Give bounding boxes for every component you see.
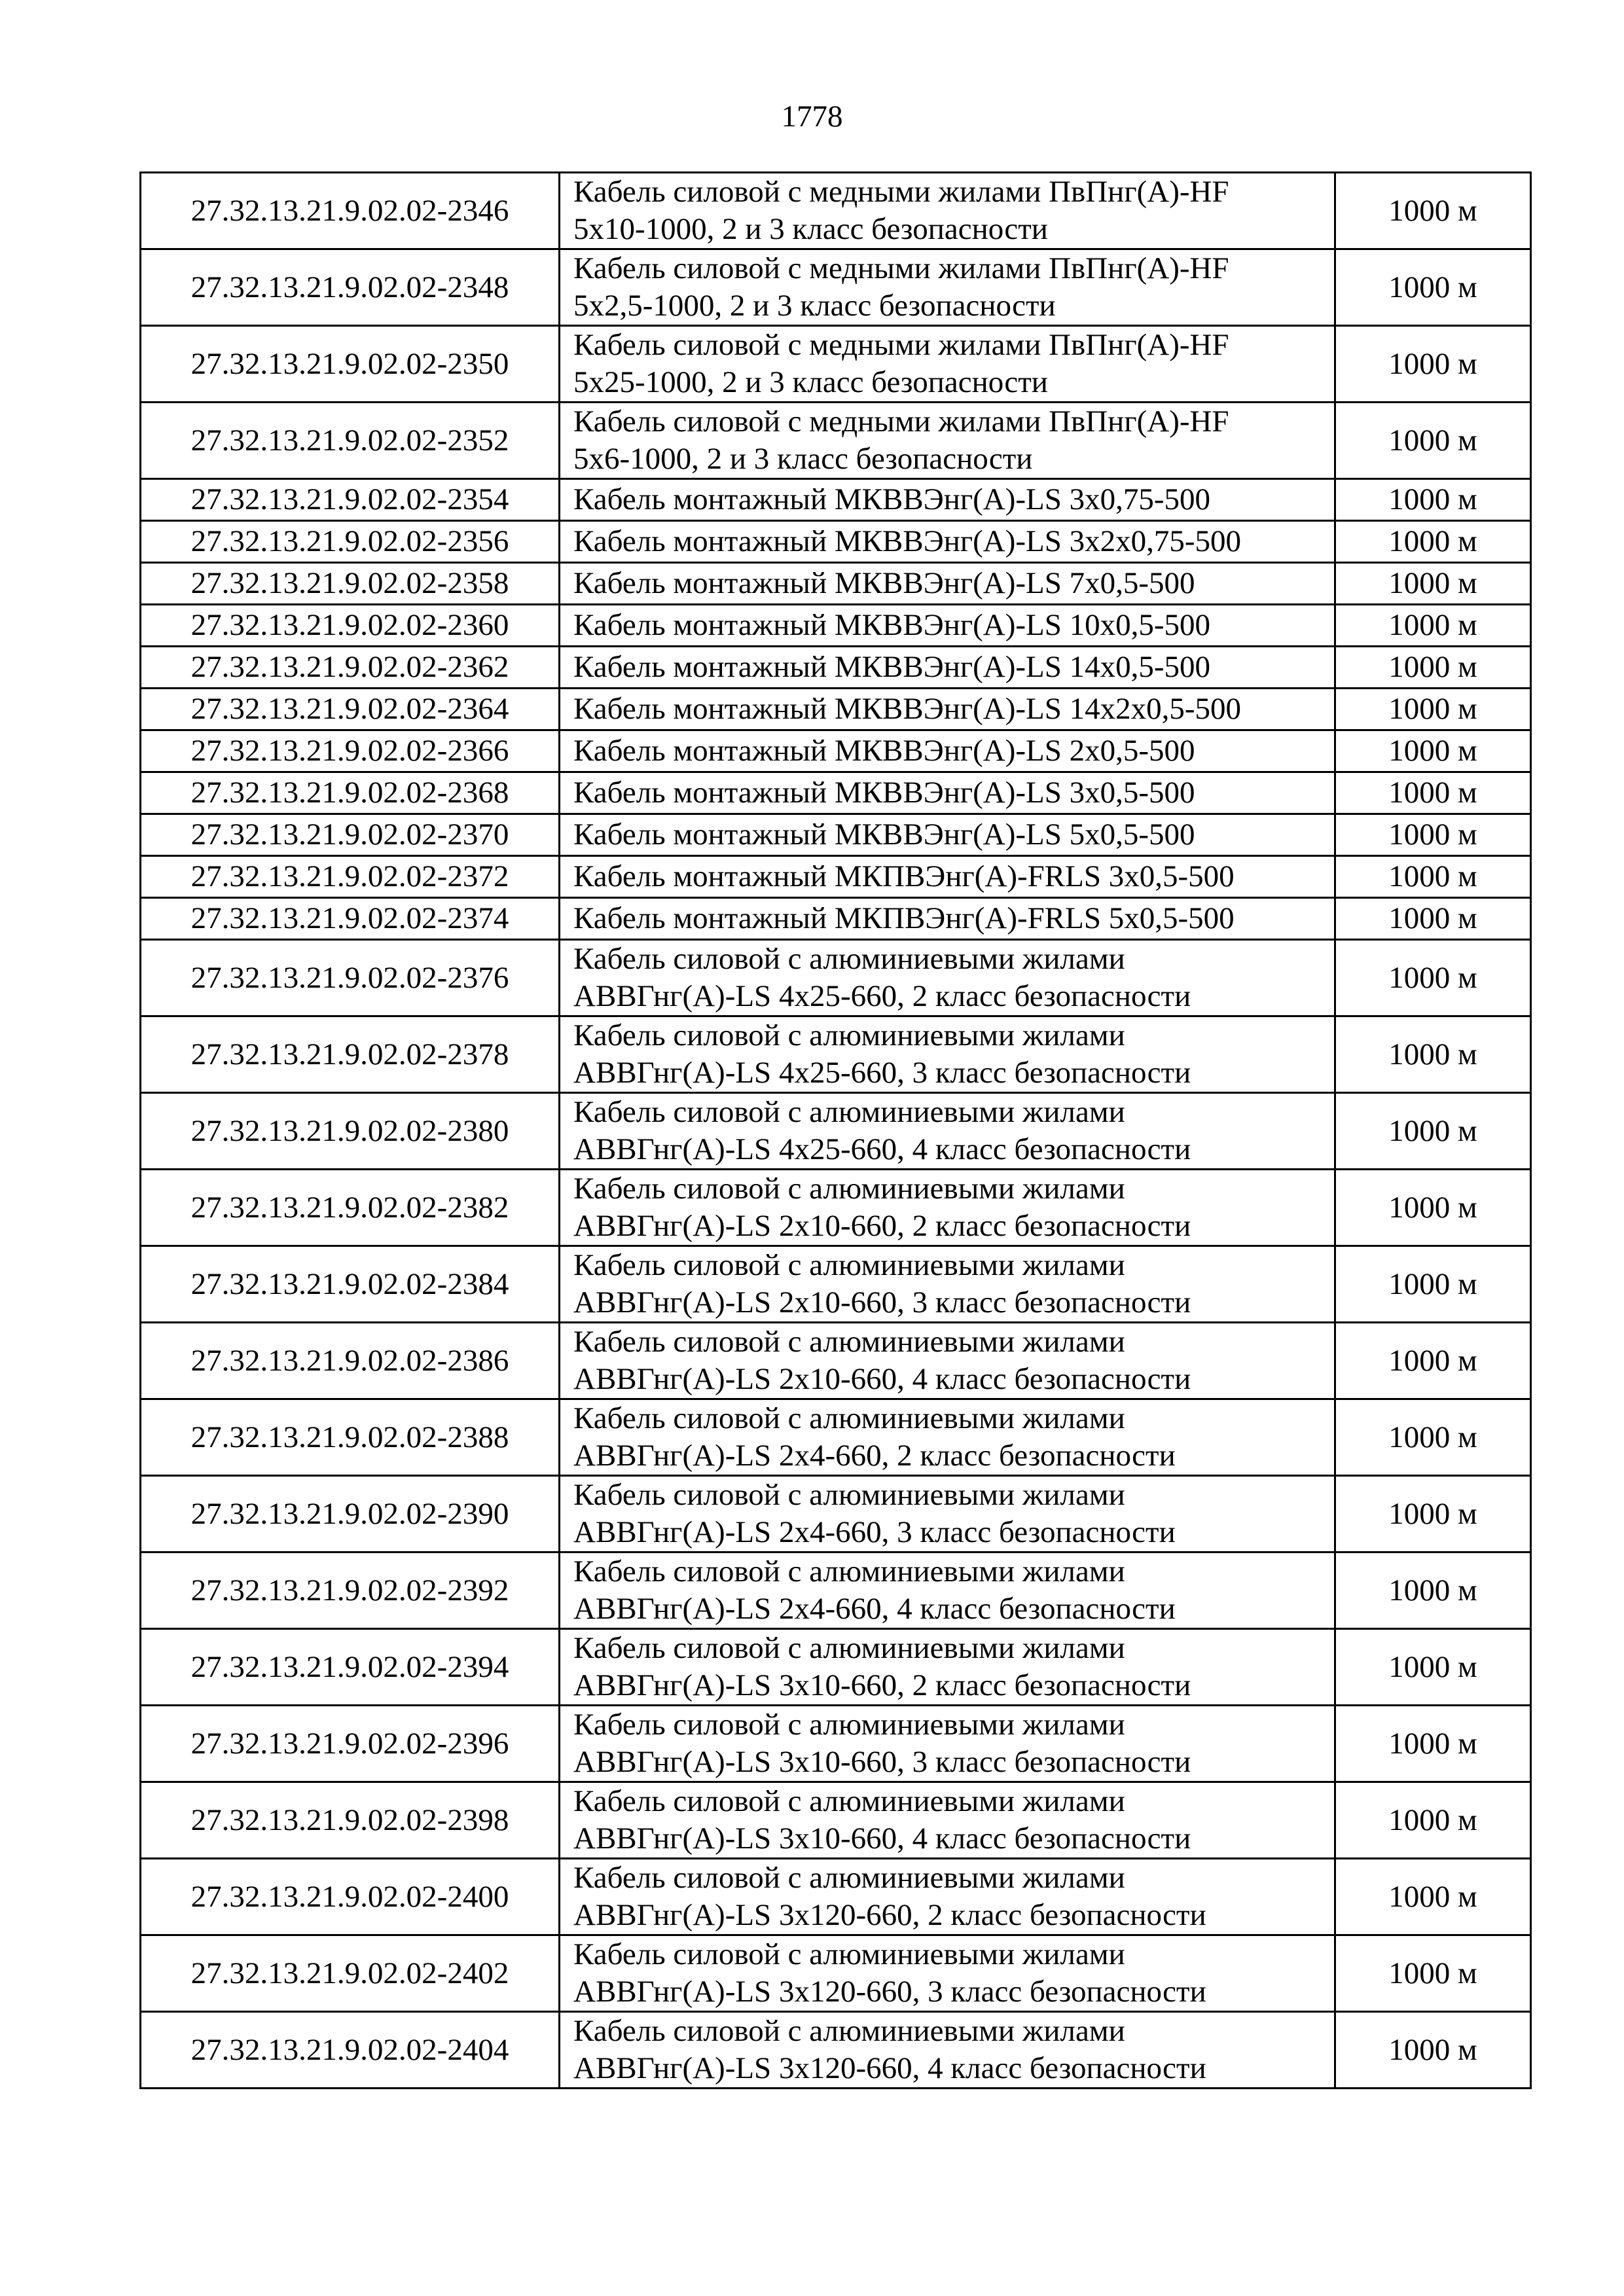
table-row	[141, 1629, 1531, 1706]
table-row	[141, 1399, 1531, 1476]
table-row	[141, 898, 1531, 940]
description-line: АВВГнг(А)-LS 2x10-660, 2 класс безопасности	[573, 1209, 1191, 1243]
unit-cell: 1000 м	[1335, 249, 1531, 326]
resource-code-cell: 27.32.13.21.9.02.02-2398	[141, 1782, 560, 1859]
table-row	[141, 1016, 1531, 1093]
description-line: 5x10-1000, 2 и 3 класс безопасности	[573, 212, 1048, 246]
unit-cell: 1000 м	[1335, 1935, 1531, 2012]
resource-description-cell	[560, 563, 1335, 605]
unit-cell: 1000 м	[1335, 563, 1531, 605]
description-line: Кабель монтажный МКВВЭнг(А)-LS 3x2x0,75-500	[573, 524, 1242, 558]
unit-cell: 1000 м	[1335, 479, 1531, 521]
table-row	[141, 563, 1531, 605]
description-line: Кабель силовой с алюминиевыми жилами	[573, 1248, 1125, 1282]
description-line: Кабель силовой с алюминиевыми жилами	[573, 1478, 1125, 1512]
description-line: Кабель монтажный МКВВЭнг(А)-LS 2x0,5-500	[573, 734, 1195, 768]
unit-cell: 1000 м	[1335, 772, 1531, 814]
table-row	[141, 1093, 1531, 1170]
description-line: Кабель силовой с медными жилами ПвПнг(А)-HF	[573, 404, 1229, 439]
resource-code-cell: 27.32.13.21.9.02.02-2404	[141, 2012, 560, 2089]
table-row	[141, 647, 1531, 689]
description-line: Кабель силовой с алюминиевыми жилами	[573, 1401, 1125, 1435]
description-line: Кабель силовой с медными жилами ПвПнг(А)-HF	[573, 328, 1229, 362]
unit-cell: 1000 м	[1335, 1016, 1531, 1093]
table-row	[141, 605, 1531, 647]
description-line: АВВГнг(А)-LS 3x10-660, 4 класс безопасности	[573, 1821, 1191, 1856]
description-line: 5x2,5-1000, 2 и 3 класс безопасности	[573, 289, 1056, 323]
resource-code-cell: 27.32.13.21.9.02.02-2356	[141, 521, 560, 563]
description-line: АВВГнг(А)-LS 3x120-660, 4 класс безопасности	[573, 2051, 1206, 2085]
unit-cell: 1000 м	[1335, 1782, 1531, 1859]
description-line: Кабель монтажный МКПВЭнг(А)-FRLS 5x0,5-500	[573, 901, 1235, 935]
description-line: Кабель силовой с медными жилами ПвПнг(А)-HF	[573, 251, 1229, 285]
description-line: Кабель монтажный МКВВЭнг(А)-LS 3x0,75-500	[573, 482, 1211, 516]
unit-cell: 1000 м	[1335, 1552, 1531, 1629]
description-line: 5x25-1000, 2 и 3 класс безопасности	[573, 365, 1048, 399]
resource-code-cell: 27.32.13.21.9.02.02-2402	[141, 1935, 560, 2012]
unit-cell: 1000 м	[1335, 730, 1531, 772]
unit-cell: 1000 м	[1335, 1093, 1531, 1170]
resource-description-cell	[560, 689, 1335, 730]
table-row	[141, 814, 1531, 856]
resource-code-cell: 27.32.13.21.9.02.02-2384	[141, 1246, 560, 1323]
resource-description-cell	[560, 173, 1335, 249]
resource-description-cell	[560, 403, 1335, 479]
table-row	[141, 403, 1531, 479]
description-line: АВВГнг(А)-LS 3x120-660, 3 класс безопасности	[573, 1975, 1206, 2009]
description-line: Кабель силовой с алюминиевыми жилами	[573, 1861, 1125, 1895]
resource-code-cell: 27.32.13.21.9.02.02-2374	[141, 898, 560, 940]
unit-cell: 1000 м	[1335, 326, 1531, 403]
resource-code-cell: 27.32.13.21.9.02.02-2372	[141, 856, 560, 898]
resource-description-cell	[560, 1093, 1335, 1170]
table-row	[141, 173, 1531, 249]
unit-cell: 1000 м	[1335, 647, 1531, 689]
unit-cell: 1000 м	[1335, 856, 1531, 898]
resource-code-cell: 27.32.13.21.9.02.02-2400	[141, 1859, 560, 1935]
description-line: Кабель силовой с алюминиевыми жилами	[573, 1018, 1125, 1052]
unit-cell: 1000 м	[1335, 403, 1531, 479]
resource-description-cell	[560, 814, 1335, 856]
table-body	[141, 173, 1531, 2089]
unit-cell: 1000 м	[1335, 1170, 1531, 1246]
table-row	[141, 730, 1531, 772]
resource-code-cell: 27.32.13.21.9.02.02-2364	[141, 689, 560, 730]
unit-cell: 1000 м	[1335, 1859, 1531, 1935]
description-line: Кабель монтажный МКВВЭнг(А)-LS 7x0,5-500	[573, 566, 1195, 600]
table-row	[141, 479, 1531, 521]
table-row	[141, 1170, 1531, 1246]
resource-code-cell: 27.32.13.21.9.02.02-2388	[141, 1399, 560, 1476]
table-row	[141, 1935, 1531, 2012]
resource-description-cell	[560, 1629, 1335, 1706]
resource-description-cell	[560, 940, 1335, 1016]
description-line: АВВГнг(А)-LS 4x25-660, 3 класс безопасности	[573, 1056, 1191, 1090]
unit-cell: 1000 м	[1335, 173, 1531, 249]
resource-description-cell	[560, 1552, 1335, 1629]
resource-description-cell	[560, 521, 1335, 563]
table-row	[141, 856, 1531, 898]
resource-code-cell: 27.32.13.21.9.02.02-2378	[141, 1016, 560, 1093]
unit-cell: 1000 м	[1335, 898, 1531, 940]
resource-description-cell	[560, 1476, 1335, 1552]
description-line: Кабель монтажный МКВВЭнг(А)-LS 14x2x0,5-500	[573, 692, 1242, 726]
unit-cell: 1000 м	[1335, 940, 1531, 1016]
resource-description-cell	[560, 605, 1335, 647]
resource-description-cell	[560, 856, 1335, 898]
resource-description-cell	[560, 249, 1335, 326]
resource-code-cell: 27.32.13.21.9.02.02-2380	[141, 1093, 560, 1170]
table-row	[141, 1246, 1531, 1323]
resource-code-cell: 27.32.13.21.9.02.02-2390	[141, 1476, 560, 1552]
resource-code-cell: 27.32.13.21.9.02.02-2362	[141, 647, 560, 689]
description-line: Кабель силовой с алюминиевыми жилами	[573, 1172, 1125, 1206]
description-line: Кабель силовой с алюминиевыми жилами	[573, 2014, 1125, 2048]
resource-code-cell: 27.32.13.21.9.02.02-2382	[141, 1170, 560, 1246]
description-line: Кабель монтажный МКВВЭнг(А)-LS 3x0,5-500	[573, 776, 1195, 810]
unit-cell: 1000 м	[1335, 605, 1531, 647]
description-line: Кабель монтажный МКВВЭнг(А)-LS 14x0,5-500	[573, 650, 1211, 684]
description-line: АВВГнг(А)-LS 3x120-660, 2 класс безопасности	[573, 1898, 1206, 1932]
table-row	[141, 326, 1531, 403]
description-line: Кабель силовой с алюминиевыми жилами	[573, 1631, 1125, 1665]
resource-description-cell	[560, 479, 1335, 521]
table-row	[141, 249, 1531, 326]
unit-cell: 1000 м	[1335, 1246, 1531, 1323]
resource-code-cell: 27.32.13.21.9.02.02-2352	[141, 403, 560, 479]
description-line: Кабель силовой с алюминиевыми жилами	[573, 942, 1125, 976]
unit-cell: 1000 м	[1335, 1706, 1531, 1782]
description-line: Кабель силовой с алюминиевыми жилами	[573, 1784, 1125, 1818]
description-line: АВВГнг(А)-LS 3x10-660, 3 класс безопасности	[573, 1745, 1191, 1779]
description-line: АВВГнг(А)-LS 2x4-660, 3 класс безопасности	[573, 1515, 1176, 1549]
resource-description-cell	[560, 1935, 1335, 2012]
description-line: Кабель монтажный МКВВЭнг(А)-LS 10x0,5-500	[573, 608, 1211, 642]
resource-description-cell	[560, 1399, 1335, 1476]
resource-description-cell	[560, 898, 1335, 940]
description-line: 5x6-1000, 2 и 3 класс безопасности	[573, 442, 1033, 476]
table-row	[141, 689, 1531, 730]
description-line: Кабель силовой с медными жилами ПвПнг(А)-HF	[573, 175, 1229, 209]
unit-cell: 1000 м	[1335, 1399, 1531, 1476]
resource-description-cell	[560, 1859, 1335, 1935]
resource-code-cell: 27.32.13.21.9.02.02-2348	[141, 249, 560, 326]
table-row	[141, 1859, 1531, 1935]
unit-cell: 1000 м	[1335, 1323, 1531, 1399]
table-row	[141, 1476, 1531, 1552]
table-row	[141, 2012, 1531, 2089]
unit-cell: 1000 м	[1335, 814, 1531, 856]
resource-code-cell: 27.32.13.21.9.02.02-2386	[141, 1323, 560, 1399]
description-line: АВВГнг(А)-LS 2x4-660, 4 класс безопасности	[573, 1592, 1176, 1626]
resource-description-cell	[560, 772, 1335, 814]
description-line: Кабель монтажный МКПВЭнг(А)-FRLS 3x0,5-500	[573, 859, 1235, 893]
resource-code-cell: 27.32.13.21.9.02.02-2354	[141, 479, 560, 521]
table-row	[141, 1552, 1531, 1629]
description-line: Кабель монтажный МКВВЭнг(А)-LS 5x0,5-500	[573, 817, 1195, 852]
table-row	[141, 521, 1531, 563]
resource-description-cell	[560, 1170, 1335, 1246]
resource-code-cell: 27.32.13.21.9.02.02-2392	[141, 1552, 560, 1629]
description-line: АВВГнг(А)-LS 2x10-660, 4 класс безопасности	[573, 1362, 1191, 1396]
resource-description-cell	[560, 730, 1335, 772]
description-line: АВВГнг(А)-LS 2x4-660, 2 класс безопасности	[573, 1439, 1176, 1473]
table-row	[141, 1706, 1531, 1782]
description-line: Кабель силовой с алюминиевыми жилами	[573, 1554, 1125, 1588]
resource-description-cell	[560, 647, 1335, 689]
resource-description-cell	[560, 2012, 1335, 2089]
description-line: Кабель силовой с алюминиевыми жилами	[573, 1095, 1125, 1129]
description-line: АВВГнг(А)-LS 2x10-660, 3 класс безопасности	[573, 1285, 1191, 1319]
resource-code-cell: 27.32.13.21.9.02.02-2394	[141, 1629, 560, 1706]
resource-table	[139, 171, 1532, 2089]
resource-description-cell	[560, 1782, 1335, 1859]
unit-cell: 1000 м	[1335, 1476, 1531, 1552]
description-line: АВВГнг(А)-LS 3x10-660, 2 класс безопасности	[573, 1668, 1191, 1702]
table-row	[141, 1782, 1531, 1859]
resource-code-cell: 27.32.13.21.9.02.02-2366	[141, 730, 560, 772]
resource-code-cell: 27.32.13.21.9.02.02-2360	[141, 605, 560, 647]
table-row	[141, 1323, 1531, 1399]
resource-code-cell: 27.32.13.21.9.02.02-2350	[141, 326, 560, 403]
unit-cell: 1000 м	[1335, 689, 1531, 730]
resource-code-cell: 27.32.13.21.9.02.02-2346	[141, 173, 560, 249]
description-line: АВВГнг(А)-LS 4x25-660, 4 класс безопасности	[573, 1132, 1191, 1166]
resource-description-cell	[560, 1323, 1335, 1399]
resource-description-cell	[560, 326, 1335, 403]
unit-cell: 1000 м	[1335, 1629, 1531, 1706]
description-line: АВВГнг(А)-LS 4x25-660, 2 класс безопасности	[573, 979, 1191, 1013]
resource-code-cell: 27.32.13.21.9.02.02-2370	[141, 814, 560, 856]
description-line: Кабель силовой с алюминиевыми жилами	[573, 1325, 1125, 1359]
resource-code-cell: 27.32.13.21.9.02.02-2368	[141, 772, 560, 814]
resource-description-cell	[560, 1706, 1335, 1782]
resource-code-cell: 27.32.13.21.9.02.02-2376	[141, 940, 560, 1016]
table-row	[141, 772, 1531, 814]
table-row	[141, 940, 1531, 1016]
resource-code-cell: 27.32.13.21.9.02.02-2358	[141, 563, 560, 605]
unit-cell: 1000 м	[1335, 521, 1531, 563]
description-line: Кабель силовой с алюминиевыми жилами	[573, 1708, 1125, 1742]
resource-description-cell	[560, 1246, 1335, 1323]
unit-cell: 1000 м	[1335, 2012, 1531, 2089]
resource-code-cell: 27.32.13.21.9.02.02-2396	[141, 1706, 560, 1782]
page-number: 1778	[781, 99, 843, 134]
resource-description-cell	[560, 1016, 1335, 1093]
description-line: Кабель силовой с алюминиевыми жилами	[573, 1937, 1125, 1971]
